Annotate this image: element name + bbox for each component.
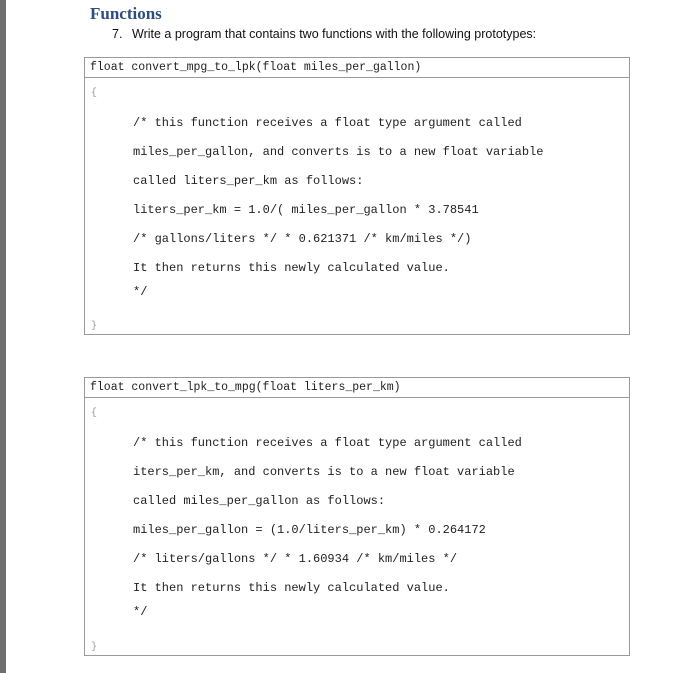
close-brace: } xyxy=(91,321,98,332)
code-line: liters_per_km = 1.0/( miles_per_gallon * 3.78541 xyxy=(133,203,479,217)
open-brace: { xyxy=(91,408,98,419)
open-brace: { xyxy=(91,88,98,99)
section-heading: Functions xyxy=(90,4,162,23)
function-box-lpk-to-mpg xyxy=(84,377,630,656)
code-line: */ xyxy=(133,285,148,299)
function-box-mpg-to-lpk xyxy=(84,57,630,335)
code-line: miles_per_gallon = (1.0/liters_per_km) * 0.264172 xyxy=(133,523,486,537)
code-line: It then returns this newly calculated value. xyxy=(133,581,450,595)
code-line: called liters_per_km as follows: xyxy=(133,174,364,188)
question-item xyxy=(112,27,536,41)
function-signature: float convert_lpk_to_mpg(float liters_per_km) xyxy=(85,378,629,398)
code-line: /* this function receives a float type argument called xyxy=(133,436,522,450)
function-signature: float convert_mpg_to_lpk(float miles_per_gallon) xyxy=(85,58,629,78)
code-line: miles_per_gallon, and converts is to a new float variable xyxy=(133,145,544,159)
code-line: It then returns this newly calculated value. xyxy=(133,261,450,275)
question-text: Write a program that contains two functions with the following prototypes: xyxy=(132,27,537,41)
code-line: */ xyxy=(133,605,148,619)
code-line: iters_per_km, and converts is to a new float variable xyxy=(133,465,515,479)
code-line: /* gallons/liters */ * 0.621371 /* km/miles */) xyxy=(133,232,472,246)
code-line: called miles_per_gallon as follows: xyxy=(133,494,386,508)
close-brace: } xyxy=(91,642,98,653)
question-number: 7. xyxy=(112,27,123,41)
code-line: /* liters/gallons */ * 1.60934 /* km/miles */ xyxy=(133,552,458,566)
page-edge-bar xyxy=(0,0,6,673)
code-line: /* this function receives a float type argument called xyxy=(133,116,522,130)
